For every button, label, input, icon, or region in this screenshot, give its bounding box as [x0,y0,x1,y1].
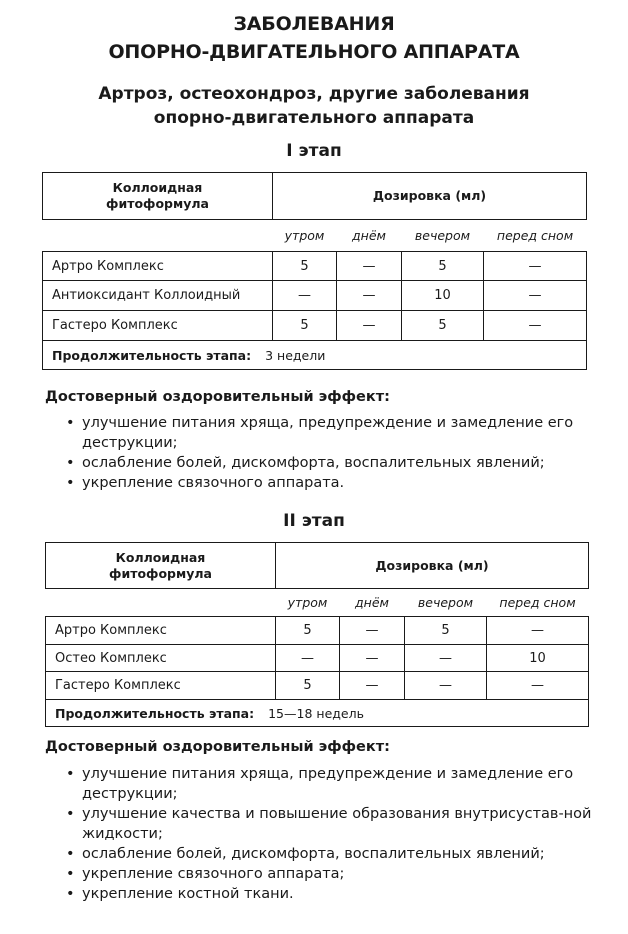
dose-value: — [337,281,402,311]
period-bedtime: перед сном [496,228,574,243]
list-item: • улучшение питания хряща, предупреждение и замедление его деструкции; [45,764,595,804]
stage-duration [46,700,589,727]
period-row [43,220,587,252]
list-item: • улучшение питания хряща, предупреждение и замедление его деструкции; [45,413,595,453]
period-morning: утром [287,595,328,610]
duration-label: Продолжительность этапа: [52,347,252,363]
dose-value: 10 [402,281,484,311]
dose-value: — [340,617,405,645]
duration-label: Продолжительность этапа: [55,705,255,721]
stage-2-dosage-table [45,542,589,727]
dose-value: — [340,645,405,672]
period-row [46,589,589,617]
formula-name: Остео Комплекс [46,645,276,672]
dosage-header: Дозировка (мл) [273,173,587,220]
subtitle-line-2: опорно-двигательного аппарата [153,108,475,128]
formula-header-line-1: Коллоидная [112,180,203,195]
table-header-row [43,173,587,220]
stage-2-effects-list [45,764,595,904]
dose-value: — [405,645,487,672]
table-header-row [46,543,589,589]
section-subtitle [0,82,628,130]
duration-value: 3 недели [265,347,326,363]
dose-value: — [337,311,402,341]
dose-value: 5 [402,311,484,341]
duration-row [46,700,589,727]
dose-value: 5 [276,617,340,645]
stage-1-effects-list [45,413,595,493]
list-item: • укрепление костной ткани. [45,884,595,904]
period-spacer [46,589,276,617]
stage-1-heading: I этап [286,141,342,161]
duration-value: 15—18 недель [268,705,364,721]
period-spacer [43,220,273,252]
dose-value: 5 [402,252,484,281]
dose-value: — [273,281,337,311]
formula-name: Антиоксидант Коллоидный [43,281,273,311]
period-morning: утром [284,228,325,243]
period-day: днём [352,228,386,243]
list-item: • улучшение качества и повышение образования внутрисустав-ной жидкости; [45,804,595,844]
formula-header-line-1: Коллоидная [115,549,206,565]
dose-value: — [484,252,587,281]
stage-2-heading: II этап [283,511,345,531]
stage-1-dosage-table [42,172,587,370]
list-item: • ослабление болей, дискомфорта, воспалительных явлений; [45,453,595,473]
table-row [46,645,589,672]
dose-value: — [484,281,587,311]
dose-value: — [487,672,589,700]
table-row [43,311,587,341]
dose-value: 10 [487,645,589,672]
stage-2-effect-title: Достоверный оздоровительный эффект: [45,739,390,755]
dose-value: — [405,672,487,700]
table-row [43,281,587,311]
formula-name: Гастеро Комплекс [43,311,273,341]
formula-name: Артро Комплекс [46,617,276,645]
page-title [0,10,628,66]
dose-value: — [484,311,587,341]
duration-row [43,341,587,370]
dose-value: — [337,252,402,281]
table-row [46,617,589,645]
dose-value: 5 [273,311,337,341]
period-evening: вечером [417,595,474,610]
table-row [43,252,587,281]
formula-header-line-2: фитоформула [109,565,212,581]
list-item: • укрепление связочного аппарата; [45,864,595,884]
period-day: днём [355,595,389,610]
formula-header [46,543,276,589]
period-evening: вечером [414,228,471,243]
list-item: • укрепление связочного аппарата. [45,473,595,493]
dose-value: — [276,645,340,672]
dose-value: — [487,617,589,645]
period-bedtime: перед сном [499,595,576,610]
title-line-1: ЗАБОЛЕВАНИЯ [233,13,395,35]
formula-name: Артро Комплекс [43,252,273,281]
dosage-header: Дозировка (мл) [276,543,589,589]
list-item: • ослабление болей, дискомфорта, воспалительных явлений; [45,844,595,864]
dose-value: — [340,672,405,700]
formula-name: Гастеро Комплекс [46,672,276,700]
subtitle-line-1: Артроз, остеохондроз, другие заболевания [98,84,530,104]
formula-header-line-2: фитоформула [106,196,209,211]
stage-duration [43,341,587,370]
dose-value: 5 [273,252,337,281]
dose-value: 5 [405,617,487,645]
table-row [46,672,589,700]
dose-value: 5 [276,672,340,700]
formula-header [43,173,273,220]
title-line-2: ОПОРНО-ДВИГАТЕЛЬНОГО АППАРАТА [108,41,520,63]
stage-1-effect-title: Достоверный оздоровительный эффект: [45,389,390,405]
